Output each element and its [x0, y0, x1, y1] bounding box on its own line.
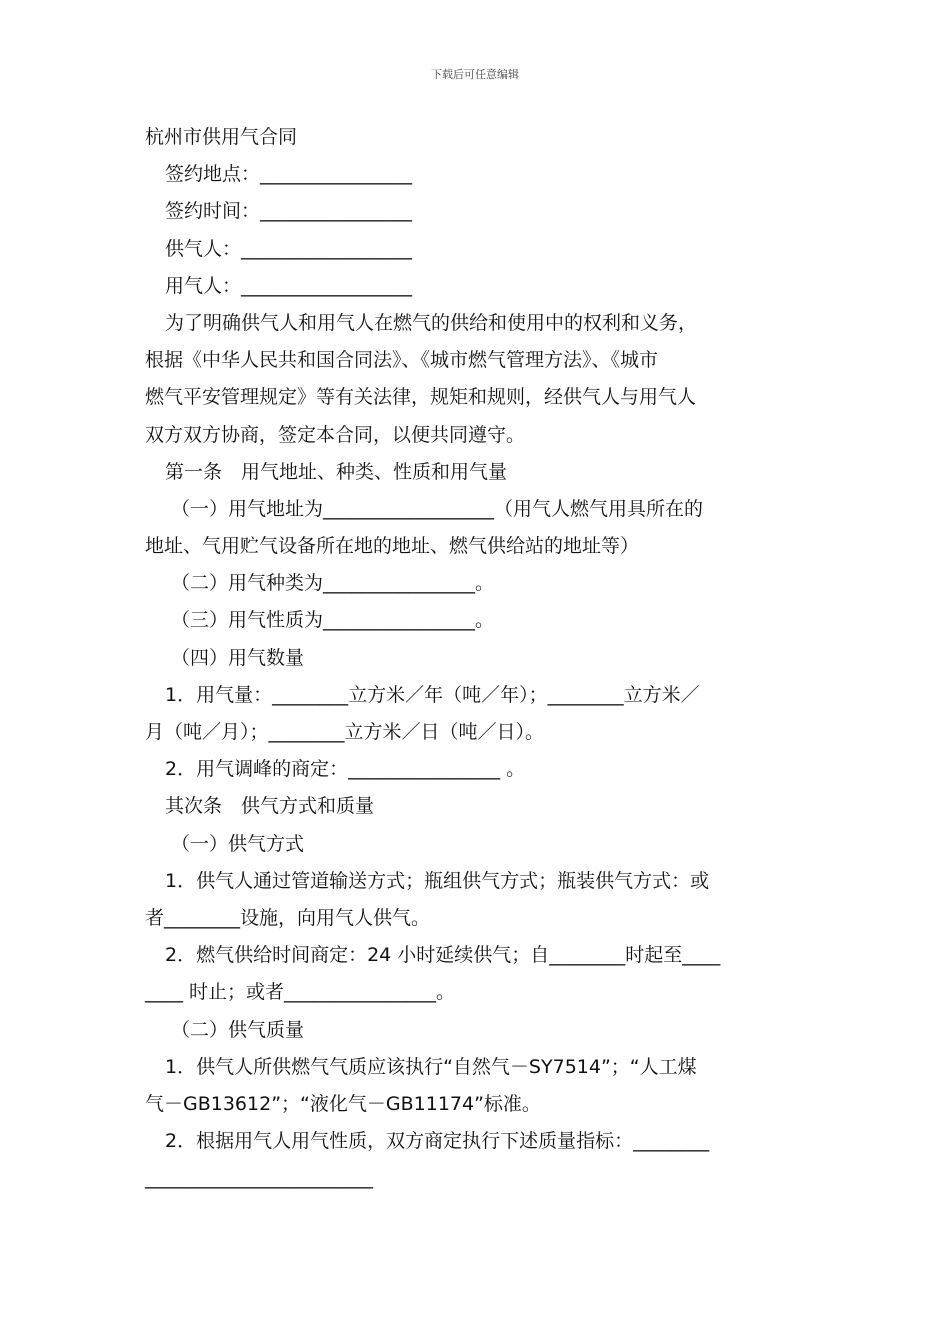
text-line: 1．供气人所供燃气气质应该执行“自然气－SY7514”；“人工煤 — [165, 1055, 697, 1078]
text-line: 用气人：__________________ — [165, 274, 413, 297]
text-line: （一）供气方式 — [171, 832, 305, 855]
document-body — [145, 119, 810, 1197]
text-line: 气－GB13612”；“液化气－GB11174”标准。 — [145, 1092, 541, 1115]
text-line: 第一条 用气地址、种类、性质和用气量 — [165, 460, 508, 483]
text-line: （二）供气质量 — [171, 1018, 305, 1041]
text-line: 月（吨／月）；________立方米／日（吨／日）。 — [145, 721, 545, 743]
text-line: 者________设施，向用气人供气。 — [145, 906, 431, 929]
text-line: 供气人：__________________ — [165, 237, 413, 260]
document-title: 杭州市供用气合同 — [145, 126, 298, 148]
text-line: 1．供气人通过管道输送方式；瓶组供气方式；瓶装供气方式：或 — [165, 869, 710, 892]
text-line: （四）用气数量 — [171, 646, 305, 669]
text-line: 双方双方协商，签定本合同，以便共同遵守。 — [145, 423, 526, 446]
page-header: 下载后可任意编辑 — [431, 68, 519, 81]
text-line: 2．燃气供给时间商定：24 小时延续供气；自________时起至____ — [165, 944, 721, 967]
text-line: 签约时间：________________ — [165, 200, 413, 223]
text-line: （二）用气种类为________________。 — [171, 572, 495, 595]
text-line: （三）用气性质为________________。 — [171, 609, 495, 632]
text-line: 根据《中华人民共和国合同法》、《城市燃气管理方法》、《城市 — [145, 349, 659, 372]
text-line: 地址、气用贮气设备所在地的地址、燃气供给站的地址等） — [145, 535, 640, 558]
text-line: ________________________ — [145, 1167, 373, 1190]
text-line: 为了明确供气人和用气人在燃气的供给和使用中的权利和义务， — [165, 311, 698, 334]
text-line: ____ 时止；或者________________。 — [145, 981, 456, 1004]
text-line: 燃气平安管理规定》等有关法律，规矩和规则，经供气人与用气人 — [145, 386, 697, 409]
text-line: （一）用气地址为__________________（用气人燃气用具所在的 — [171, 497, 704, 520]
text-line: 2．用气调峰的商定：________________ 。 — [165, 758, 526, 781]
text-line: 1．用气量：________立方米／年（吨／年）；________立方米／ — [165, 683, 700, 706]
text-line: 其次条 供气方式和质量 — [165, 795, 375, 818]
text-line: 签约地点：________________ — [165, 163, 413, 186]
text-line: 2．根据用气人用气性质，双方商定执行下述质量指标：________ — [165, 1130, 710, 1153]
